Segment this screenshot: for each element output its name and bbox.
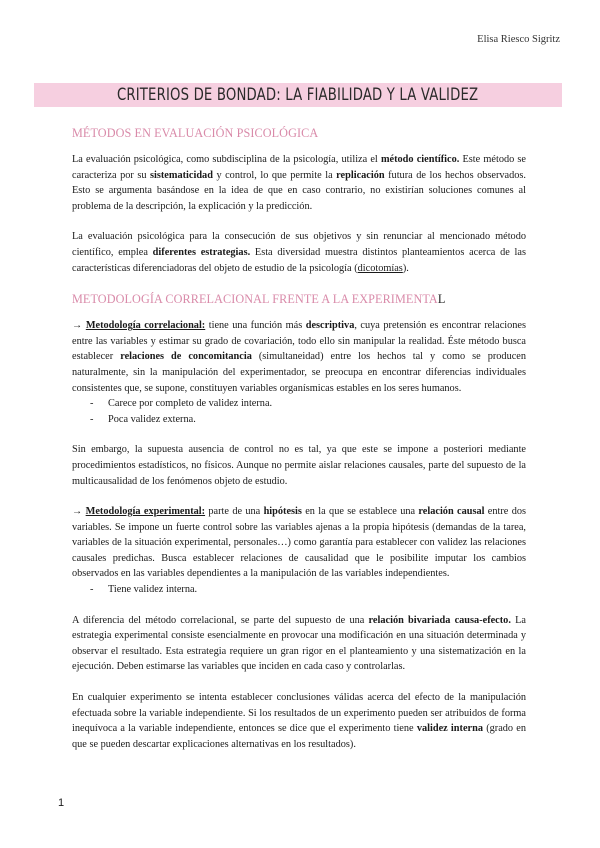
- section-heading-methodology: METODOLOGÍA CORRELACIONAL FRENTE A LA EXPERIMENTAL: [72, 292, 446, 307]
- paragraph-correlational: → Metodología correlacional: tiene una función más descriptiva, cuya pretensión es encontrar relaciones entre las variables y estimar su grado de covariación, todo ello sin manipular la realidad. Éste método busca establecer relaciones de concomitancia (simultaneidad) entre los hechos tal y como se producen naturalmente, sin la manipulación del experimentador, se preocupa en encontrar diferencias individuales consistentes que, se supone, constituyen variables organísmicas estables en los seres humanos.: [72, 320, 527, 394]
- title-banner: [34, 83, 562, 107]
- list-item: - Carece por completo de validez interna.: [72, 396, 526, 412]
- paragraph-control: Sin embargo, la supuesta ausencia de control no es tal, ya que este se impone a posteriori mediante procedimientos estadísticos, no físicos. Aunque no permite aislar relaciones causales, parte del supuesto de la multicausalidad de los fenómenos objeto de estudio.: [72, 444, 526, 487]
- list-item: - Poca validez externa.: [72, 412, 526, 428]
- list-item: - Tiene validez interna.: [72, 582, 526, 598]
- link-dicotomias: dicotomías: [357, 262, 403, 274]
- paragraph-internal-validity: En cualquier experimento se intenta establecer conclusiones válidas acerca del efecto de la manipulación efectuada sobre la variable independiente. Si los resultados de un experimento pueden ser atribuidos de forma inequívoca a la variable independiente, entonces se dice que el experimento tiene validez interna (grado en que se pueden descartar explicaciones alternativas en los resultados).: [72, 692, 526, 750]
- page-number: 1: [58, 797, 65, 809]
- document-body: [72, 125, 526, 752]
- author-name: Elisa Riesco Sigritz: [477, 34, 560, 45]
- document-title: CRITERIOS DE BONDAD: LA FIABILIDAD Y LA VALIDEZ: [117, 85, 479, 105]
- paragraph-strategies: La evaluación psicológica para la consecución de sus objetivos y sin renunciar al mencionado método científico, emplea diferentes estrategias. Esta diversidad muestra distintos planteamientos acerca de las características diferenciadoras del objeto de estudio de la psicología (dicotomías).: [72, 231, 526, 274]
- experimental-bullets: [72, 582, 526, 598]
- correlational-bullets: [72, 396, 526, 427]
- section-heading-methods: MÉTODOS EN EVALUACIÓN PSICOLÓGICA: [72, 126, 319, 140]
- paragraph-method: La evaluación psicológica, como subdisciplina de la psicología, utiliza el método científico. Este método se caracteriza por su sistematicidad y control, lo que permite la replicación futura de los hechos observados. Esto se argumenta basándose en la idea de que en caso contrario, no existirían soluciones comunes al problema de la descripción, la explicación y la predicción.: [72, 154, 526, 212]
- paragraph-difference: A diferencia del método correlacional, se parte del supuesto de una relación bivariada causa-efecto. La estrategia experimental consiste esencialmente en provocar una modificación en una situación determinada y observar el resultado. Esta estrategia requiere un gran rigor en el planteamiento y una sistematización en la ejecución. Deben estimarse las variables que inciden en cada caso y controlarlas.: [72, 614, 526, 673]
- paragraph-experimental: → Metodología experimental: parte de una hipótesis en la que se establece una relación causal entre dos variables. Se impone un fuerte control sobre las variables ajenas a la propia hipótesis (demandas de la tarea, variables de la situación experimental, personales…) como garantía para establecer con validez las relaciones causales predichas. Busca establecer relaciones de causalidad que le posibilite imputar los cambios observados en las variables dependientes a la manipulación de las variables independientes.: [72, 506, 527, 580]
